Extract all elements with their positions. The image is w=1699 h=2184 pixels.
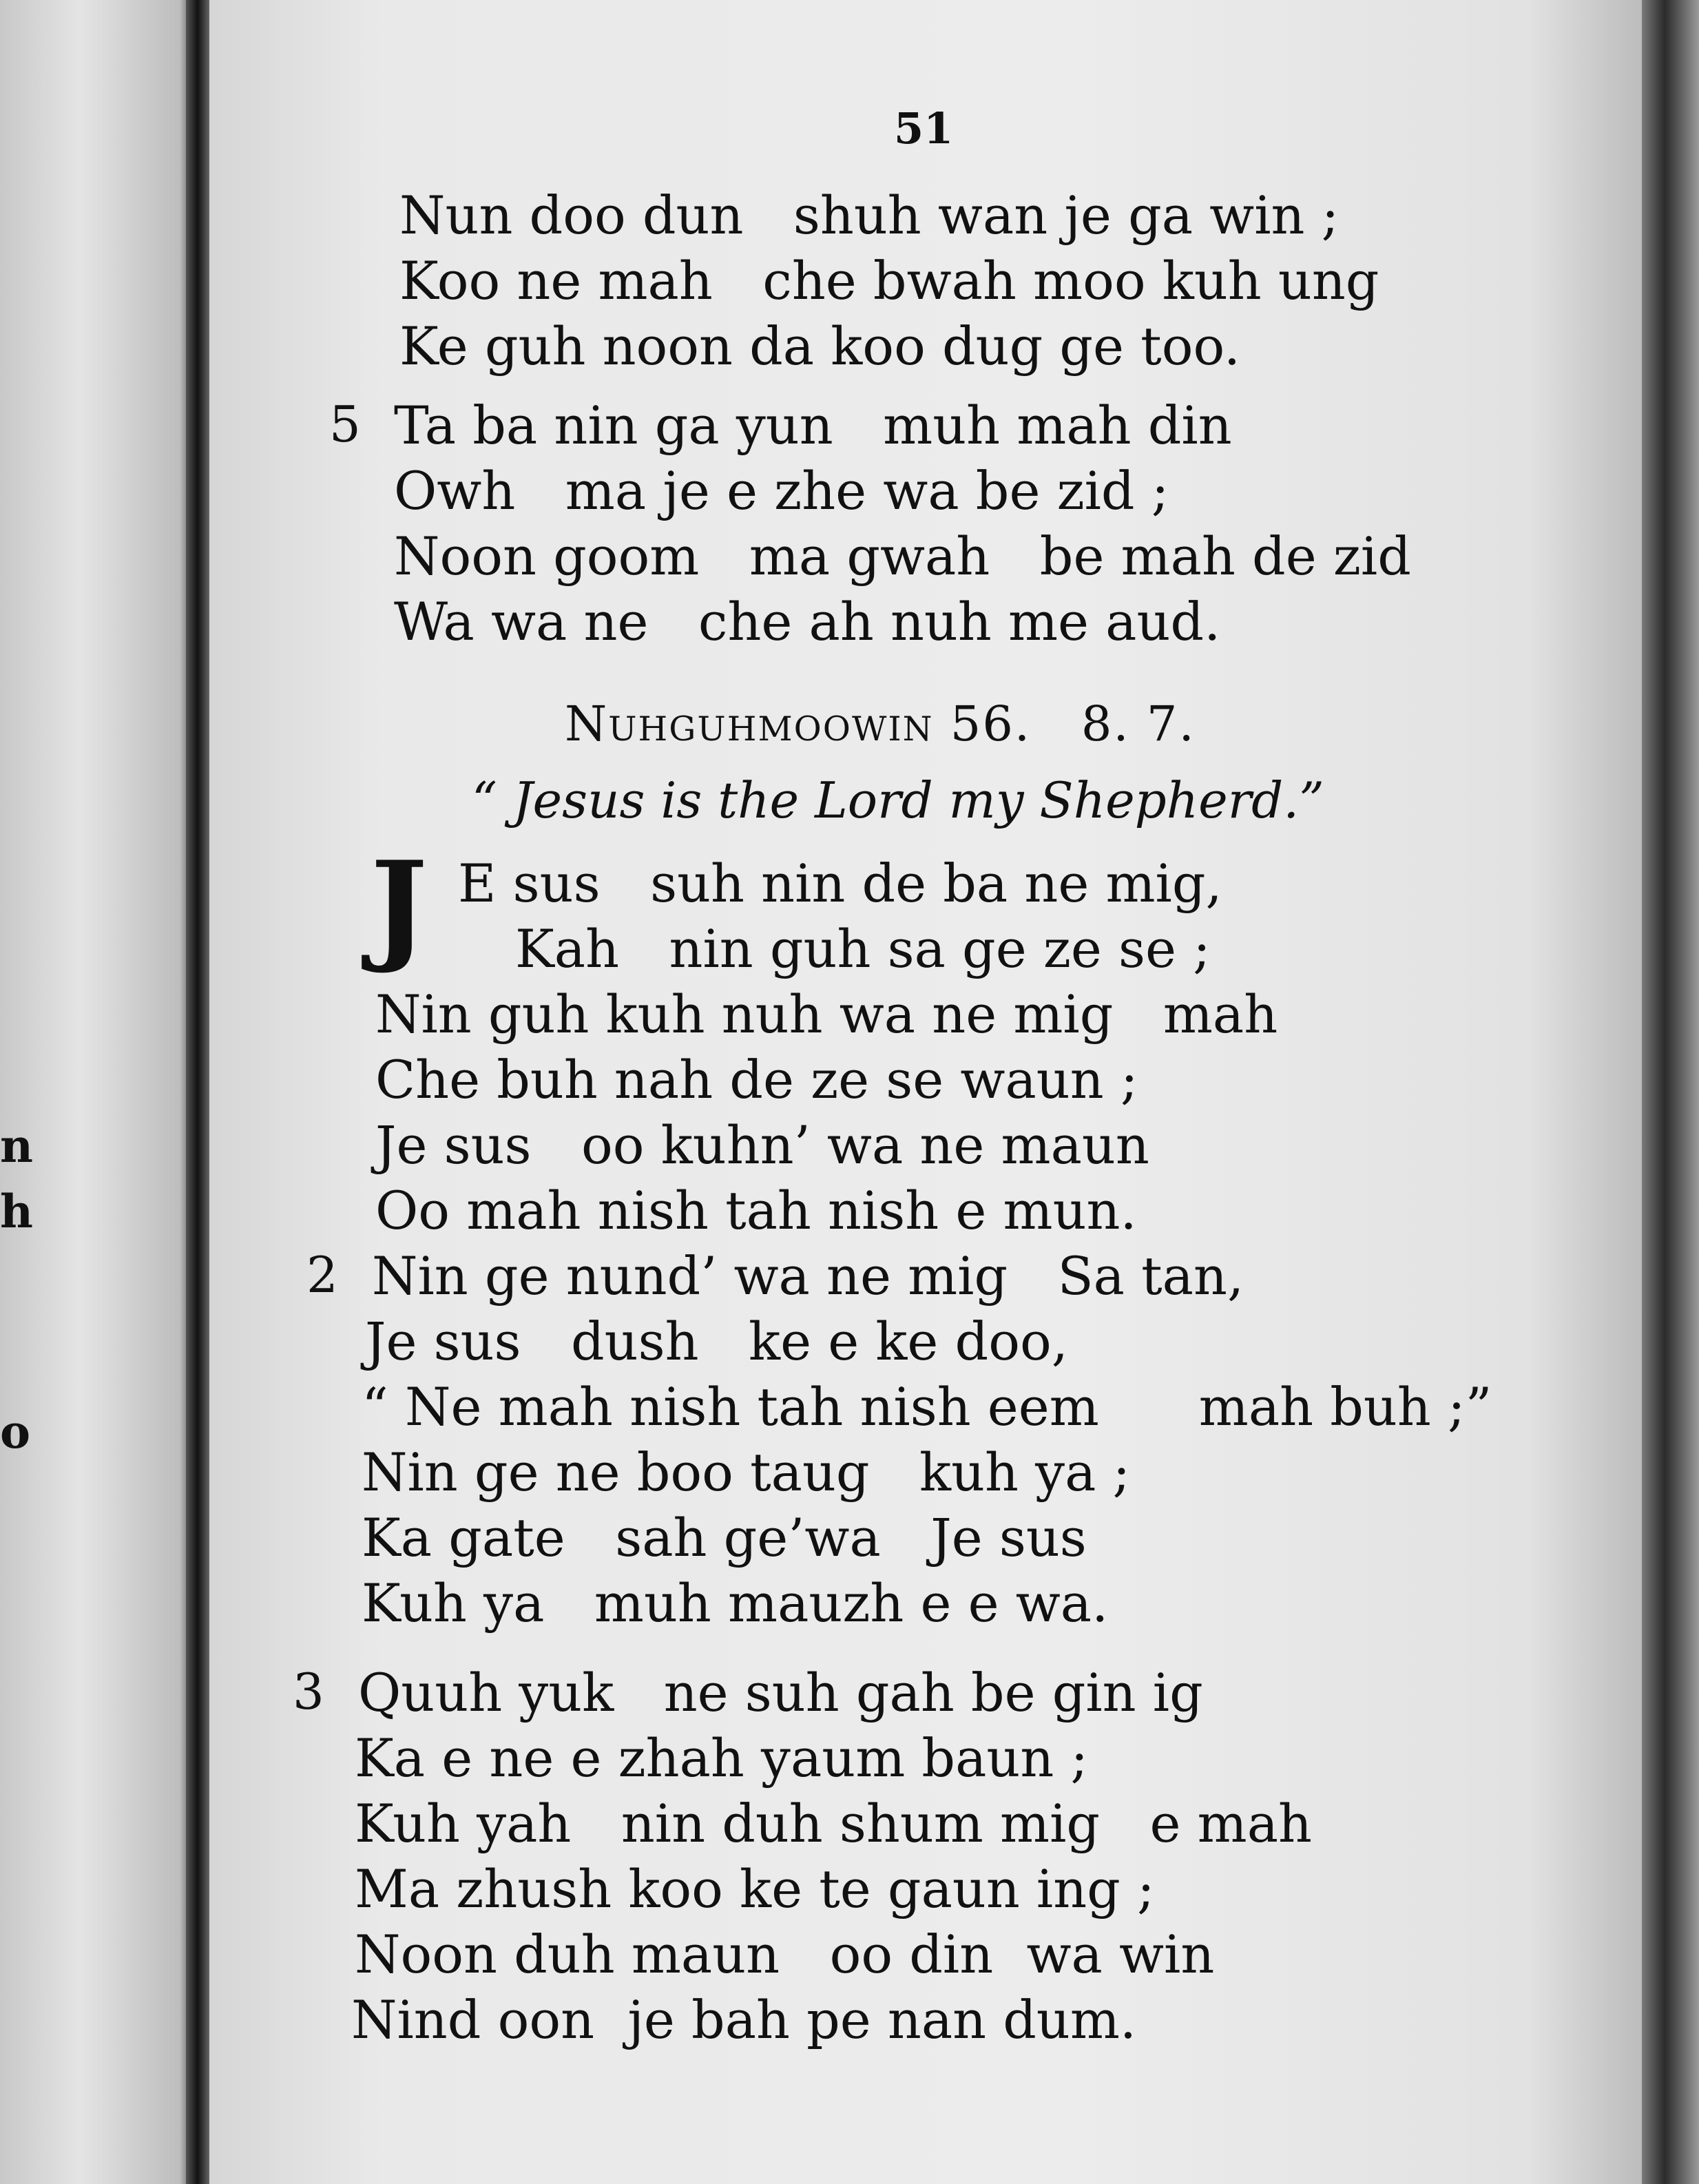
verse-line: Nin ge ne boo taug kuh ya ; bbox=[362, 1442, 1131, 1503]
verse-line: Nin guh kuh nuh wa ne mig mah bbox=[375, 984, 1278, 1045]
verse-line: Oo mah nish tah nish e mun. bbox=[375, 1180, 1137, 1241]
hymn-subtitle: “ Jesus is the Lord my Shepherd.” bbox=[472, 771, 1324, 829]
verse-line: Owh ma je e zhe wa be zid ; bbox=[394, 460, 1169, 521]
verse-line: Wa wa ne che ah nuh me aud. bbox=[394, 591, 1221, 652]
verse-line: Koo ne mah che bwah moo kuh ung bbox=[399, 250, 1379, 311]
stanza-number: 5 bbox=[329, 395, 361, 453]
verse-line: Nin ge nund’ wa ne mig Sa tan, bbox=[372, 1245, 1244, 1307]
facing-page-edge bbox=[0, 0, 200, 2184]
margin-fragment: o bbox=[0, 1405, 31, 1459]
verse-line: Che buh nah de ze se waun ; bbox=[375, 1049, 1138, 1110]
drop-cap: J bbox=[371, 835, 428, 977]
stanza-number: 2 bbox=[306, 1246, 338, 1304]
verse-line: Je sus oo kuhn’ wa ne maun bbox=[375, 1114, 1149, 1176]
verse-line: Nun doo dun shuh wan je ga win ; bbox=[399, 185, 1340, 246]
verse-line: Je sus dush ke e ke doo, bbox=[365, 1311, 1068, 1372]
verse-line: Ke guh noon da koo dug ge too. bbox=[399, 315, 1241, 377]
margin-fragment: h bbox=[0, 1185, 33, 1238]
verse-line: Kah nin guh sa ge ze se ; bbox=[515, 918, 1211, 979]
right-page-edge bbox=[1642, 0, 1699, 2184]
verse-line: Nind oon je bah pe nan dum. bbox=[351, 1989, 1137, 2050]
verse-line: Quuh yuk ne suh gah be gin ig bbox=[358, 1662, 1203, 1723]
page-number: 51 bbox=[894, 103, 954, 154]
verse-line: “ Ne mah nish tah nish eem mah buh ;” bbox=[362, 1376, 1492, 1437]
verse-line: Kuh ya muh mauzh e e wa. bbox=[362, 1572, 1109, 1634]
book-spine bbox=[186, 0, 209, 2184]
verse-line: Ka gate sah ge’wa Je sus bbox=[362, 1507, 1087, 1568]
verse-line: Kuh yah nin duh shum mig e mah bbox=[355, 1793, 1312, 1854]
verse-line: Ma zhush koo ke te gaun ing ; bbox=[355, 1858, 1155, 1920]
verse-line: E sus suh nin de ba ne mig, bbox=[458, 853, 1222, 914]
verse-line: Noon goom ma gwah be mah de zid bbox=[394, 526, 1411, 587]
verse-line: Noon duh maun oo din wa win bbox=[355, 1924, 1215, 1985]
hymn-heading: Nuhguhmoowin 56. 8. 7. bbox=[565, 696, 1196, 752]
margin-fragment: n bbox=[0, 1119, 33, 1173]
verse-line: Ka e ne e zhah yaum baun ; bbox=[355, 1727, 1089, 1789]
verse-line: Ta ba nin ga yun muh mah din bbox=[394, 395, 1232, 456]
stanza-number: 3 bbox=[293, 1663, 324, 1720]
